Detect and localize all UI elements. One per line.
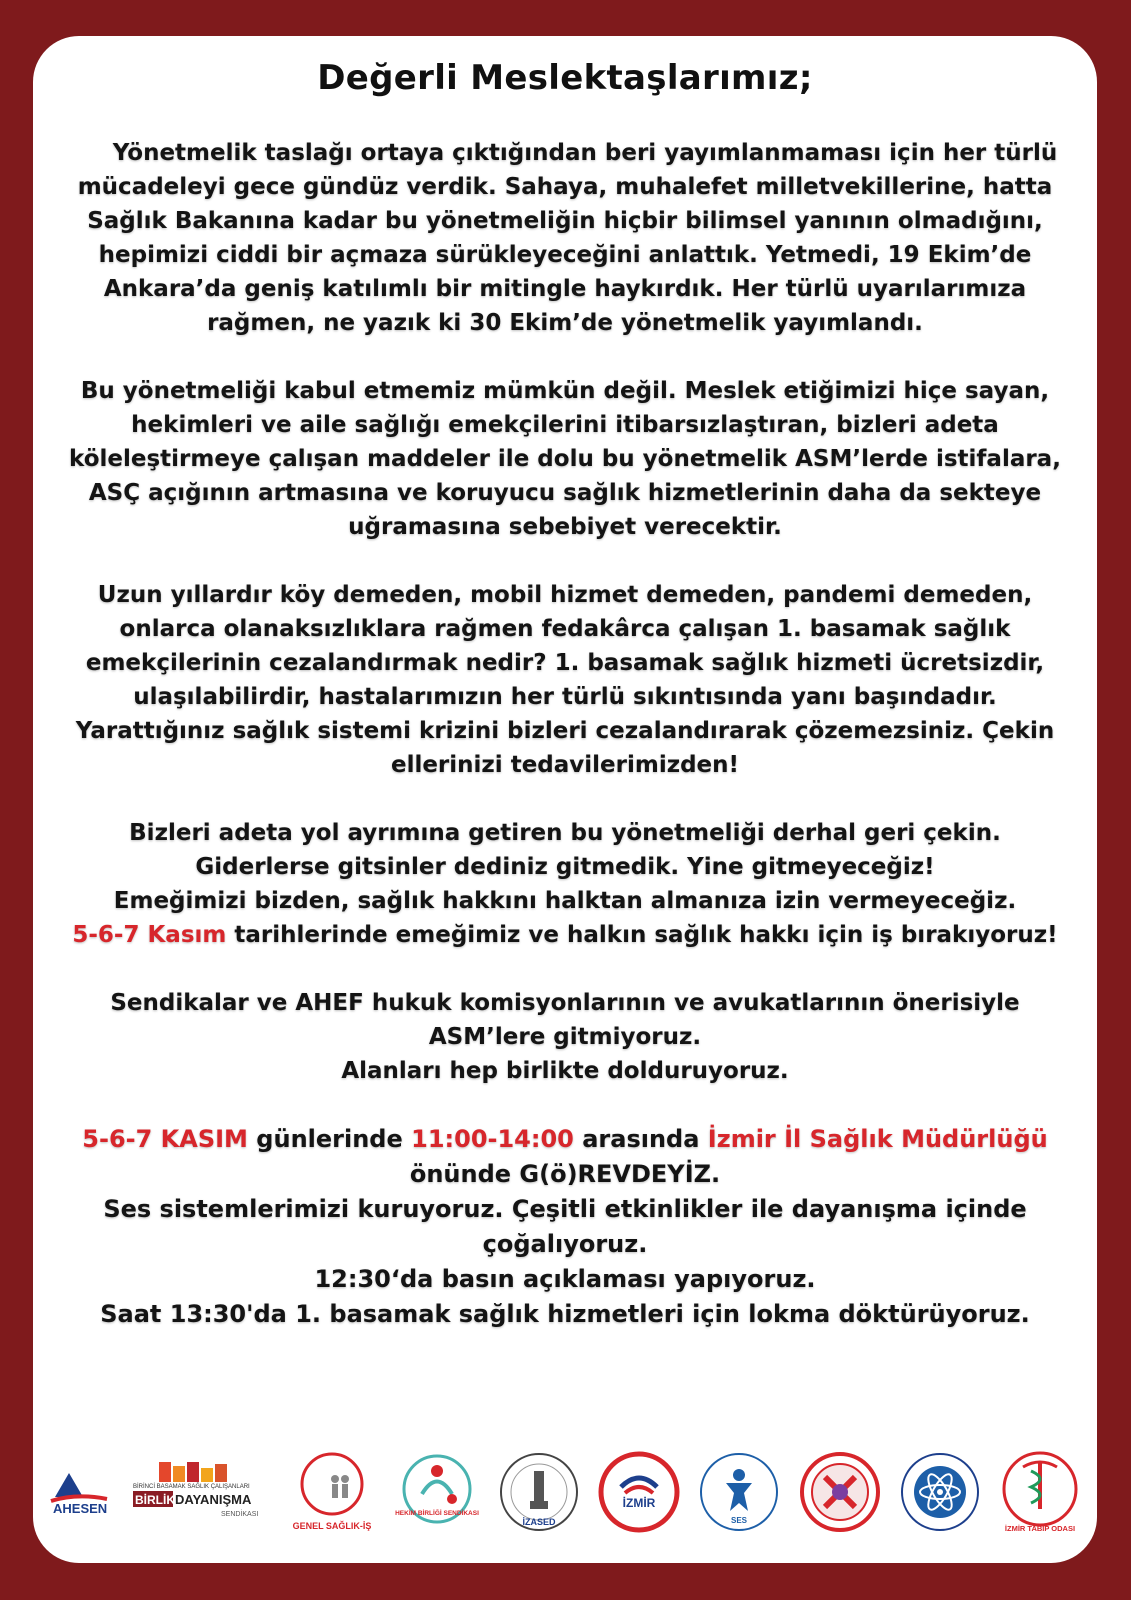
birlik-dayanisma-logo [131,1462,273,1522]
event-place: İzmir İl Sağlık Müdürlüğü [707,1125,1048,1153]
p4-line-3: Emeğimizi bizden, sağlık hakkını halktan almanıza izin vermeyeceğiz. [113,888,1017,914]
paragraph-5 [57,986,1073,1088]
tahud-logo [797,1449,883,1535]
p5-line-2: Alanları hep birlikte dolduruyoruz. [341,1058,789,1084]
p5-line-1: Sendikalar ve AHEF hukuk komisyonlarının ve avukatlarının önerisiyle ASM’lere gitmiyoruz. [110,990,1020,1050]
p6-text-3: önünde G(ö)REVDEYİZ. [409,1160,721,1188]
p6-line-4: Saat 13:30'da 1. basamak sağlık hizmetleri için lokma döktürüyoruz. [100,1300,1030,1328]
p6-text-1: günlerinde [256,1125,403,1153]
dayanisma-text: DAYANIŞMA [175,1492,252,1507]
birlik-text: BİRLİK [135,1493,176,1507]
flyer-card [33,36,1097,1563]
hekim-birligi-logo [392,1449,482,1535]
p6-line-2: Ses sistemlerimizi kuruyoruz. Çeşitli etkinlikler ile dayanışma içinde çoğalıyoruz. [103,1195,1027,1258]
p4-line-4-text: tarihlerinde emeğimiz ve halkın sağlık hakkı için iş bırakıyoruz! [234,922,1058,948]
izmir-tabip-odasi-logo [997,1449,1083,1535]
paragraph-4 [57,816,1073,952]
letter-body [57,136,1073,1366]
p6-text-2: arasında [582,1125,700,1153]
ahesen-logo [47,1467,117,1517]
p4-line-2: Giderlerse gitsinler dediniz gitmedik. Yine gitmeyeceğiz! [195,854,935,880]
izmir-asm-label: İZMİR [622,1496,656,1510]
clock-tower-icon [534,1471,544,1505]
ses-label: SES [731,1516,748,1525]
logo-strip [47,1436,1083,1548]
person-icon [733,1469,745,1481]
sendikasi-text: SENDİKASI [221,1511,259,1518]
ahesen-label: AHESEN [53,1501,108,1516]
paragraph-1: Yönetmelik taslağı ortaya çıktığından beri yayımlanmaması için her türlü mücadeleyi gece gündüz verdik. Sahaya, muhalefet milletvekillerine, hatta Sağlık Bakanına kadar bu yönetmeliğin hiçbir bilimsel yanının olmadığını, hepimizi ciddi bir açmaza sürükleyeceğini anlattık. Yetmedi, 19 Ekim’de Ankara’da geniş katılımlı bir mitingle haykırdık. Her türlü uyarılarımıza rağmen, ne yazık ki 30 Ekim’de yönetmelik yayımlandı. [77,140,1058,336]
izased-logo [496,1449,582,1535]
caduceus-icon [1038,1463,1042,1509]
p4-line-4 [57,918,1073,952]
ahesen-triangle-icon [55,1473,83,1497]
p6-line-1 [57,1122,1073,1192]
izmir-asm-logo [596,1449,682,1535]
paragraph-2: Bu yönetmeliği kabul etmemiz mümkün değil. Meslek etiğimizi hiçe sayan, hekimleri ve aile sağlığı emekçilerini itibarsızlaştıran, bizleri adeta köleleştirmeye çalışan maddeler ile dolu bu yönetmelik ASM’lerde istifalara, ASÇ açığının artmasına ve koruyucu sağlık hizmetlerinin daha da sekteye uğramasına sebebiyet verecektir. [69,378,1061,540]
strike-dates: 5-6-7 Kasım [72,922,227,948]
p4-line-1: Bizleri adeta yol ayrımına getiren bu yönetmeliği derhal geri çekin. [129,820,1001,846]
genel-saglik-label: GENEL SAĞLIK-İŞ [293,1521,372,1531]
ses-logo [696,1449,782,1535]
page-title: Değerli Meslektaşlarımız; [317,58,813,98]
p6-line-3: 12:30‘da basın açıklaması yapıyoruz. [314,1265,816,1293]
izased-label: İZASED [522,1517,556,1527]
genel-saglik-is-logo [287,1449,377,1535]
tabip-odasi-label: İZMİR TABİP ODASI [1004,1524,1076,1533]
paragraph-6 [57,1122,1073,1332]
event-hours: 11:00-14:00 [411,1125,574,1153]
hekim-birligi-label: HEKİM BİRLİĞİ SENDİKASI [394,1510,479,1517]
birlik-small-text: BİRİNCİ BASAMAK SAĞLIK ÇALIŞANLARI [133,1484,250,1490]
event-dates: 5-6-7 KASIM [82,1125,248,1153]
technicians-association-logo [897,1449,983,1535]
paragraph-3: Uzun yıllardır köy demeden, mobil hizmet demeden, pandemi demeden, onlarca olanaksızlıklara rağmen fedakârca çalışan 1. basamak sağlık emekçilerinin cezalandırmak nedir? 1. basamak sağlık hizmeti ücretsizdir, ulaşılabilirdir, hastalarımızın her türlü sıkıntısında yanı başındadır. Yarattığınız sağlık sistemi krizini bizleri cezalandırarak çözemezsiniz. Çekin ellerinizi tedavilerimizden! [75,582,1055,778]
